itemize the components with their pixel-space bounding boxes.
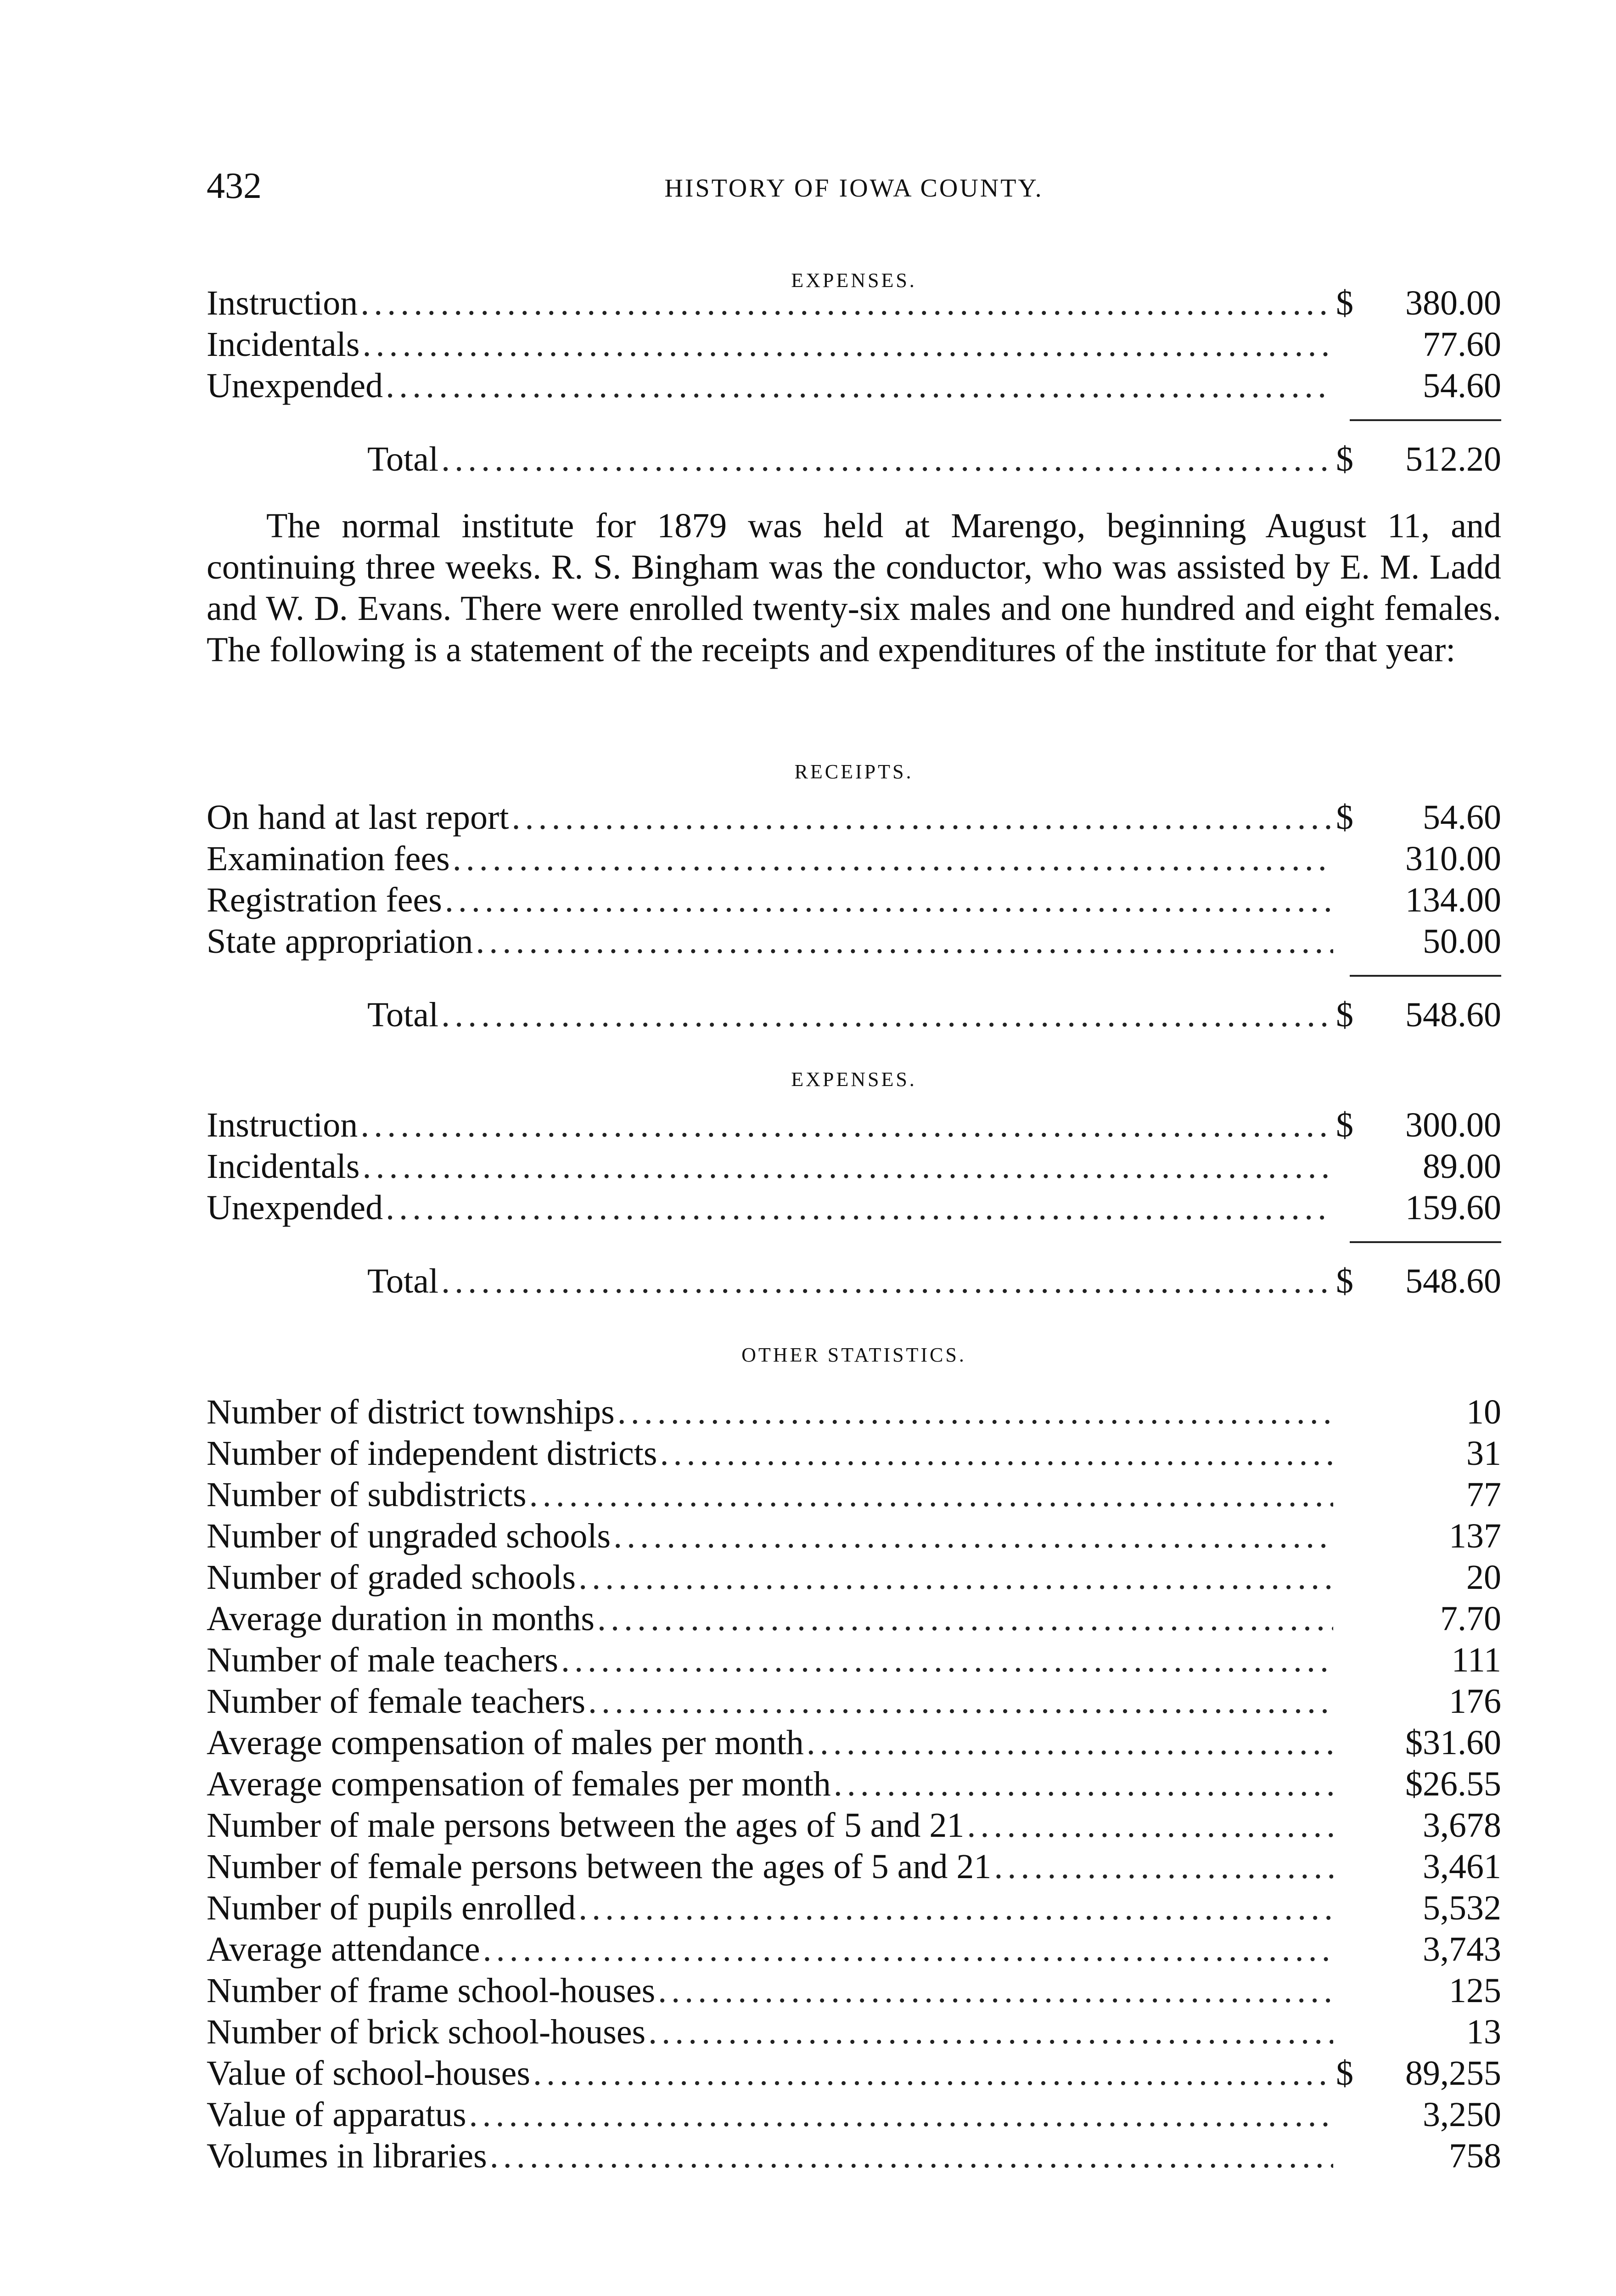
ledger-row: State appropriation ..... 50.00	[207, 921, 1501, 962]
total-rule	[1350, 1241, 1501, 1243]
ledger-total-row: Total ..... $ 512.20	[207, 439, 1501, 480]
stat-row: Number of graded schools ..... 20	[207, 1557, 1501, 1598]
stat-row: Value of apparatus ..... 3,250	[207, 2094, 1501, 2135]
running-head	[207, 165, 1501, 207]
total-rule	[1350, 975, 1501, 977]
paragraph-text: The normal institute for 1879 was held at Marengo, beginning August 11, and continuing three weeks. R. S. Bingham was the conductor, who was assisted by E. M. Ladd and W. D. Evans. There were enrolled twenty-six males and one hundred and eight females. The following is a statement of the receipts and expenditures of the institute for that year:	[207, 506, 1501, 669]
running-title: HISTORY OF IOWA COUNTY.	[664, 174, 1044, 203]
stat-row: Number of pupils enrolled ..... 5,532	[207, 1887, 1501, 1929]
expenses-2-title: EXPENSES.	[791, 1068, 917, 1091]
stat-row: Number of frame school-houses ..... 125	[207, 1970, 1501, 2011]
ledger-row: Unexpended ..... 159.60	[207, 1187, 1501, 1228]
ledger-row: Incidentals ..... 77.60	[207, 324, 1501, 365]
stat-row: Number of independent districts ..... 31	[207, 1433, 1501, 1474]
ledger-row: Unexpended ..... 54.60	[207, 365, 1501, 406]
stat-row: Number of district townships ..... 10	[207, 1391, 1501, 1433]
receipts-title: RECEIPTS.	[794, 760, 914, 783]
stat-row: Number of ungraded schools ..... 137	[207, 1515, 1501, 1557]
stat-row: Number of female teachers ..... 176	[207, 1681, 1501, 1722]
expenses-1-title: EXPENSES.	[791, 269, 917, 292]
stat-row: Number of subdistricts ..... 77	[207, 1474, 1501, 1515]
normal-institute-paragraph	[207, 505, 1501, 670]
page-number: 432	[207, 166, 262, 206]
ledger-total-row: Total ..... $ 548.60	[207, 1261, 1501, 1302]
ledger-row: Incidentals ..... 89.00	[207, 1146, 1501, 1187]
stat-row: Average duration in months ..... 7.70	[207, 1598, 1501, 1639]
total-rule	[1350, 419, 1501, 421]
ledger-row: Examination fees ..... 310.00	[207, 838, 1501, 879]
other-statistics-title: OTHER STATISTICS.	[741, 1344, 966, 1366]
statistics-ledger	[207, 1391, 1501, 2177]
expenses-1-ledger	[207, 282, 1501, 480]
stat-row: Number of male teachers ..... 111	[207, 1639, 1501, 1681]
receipts-ledger	[207, 797, 1501, 1035]
ledger-total-row: Total ..... $ 548.60	[207, 994, 1501, 1035]
stat-row: Number of brick school-houses ..... 13	[207, 2011, 1501, 2053]
stat-row: Average compensation of females per month ..... $26.55	[207, 1763, 1501, 1805]
expenses-2-ledger	[207, 1104, 1501, 1302]
ledger-row: Instruction ..... $ 380.00	[207, 282, 1501, 324]
stat-row: Value of school-houses ..... $ 89,255	[207, 2053, 1501, 2094]
ledger-row: On hand at last report ..... $ 54.60	[207, 797, 1501, 838]
stat-row: Average compensation of males per month ..... $31.60	[207, 1722, 1501, 1763]
stat-row: Number of male persons between the ages of 5 and 21 ..... 3,678	[207, 1805, 1501, 1846]
stat-row: Volumes in libraries ..... 758	[207, 2135, 1501, 2177]
stat-row: Number of female persons between the ages of 5 and 21 ..... 3,461	[207, 1846, 1501, 1887]
ledger-row: Instruction ..... $ 300.00	[207, 1104, 1501, 1146]
stat-row: Average attendance ..... 3,743	[207, 1929, 1501, 1970]
ledger-row: Registration fees ..... 134.00	[207, 879, 1501, 921]
